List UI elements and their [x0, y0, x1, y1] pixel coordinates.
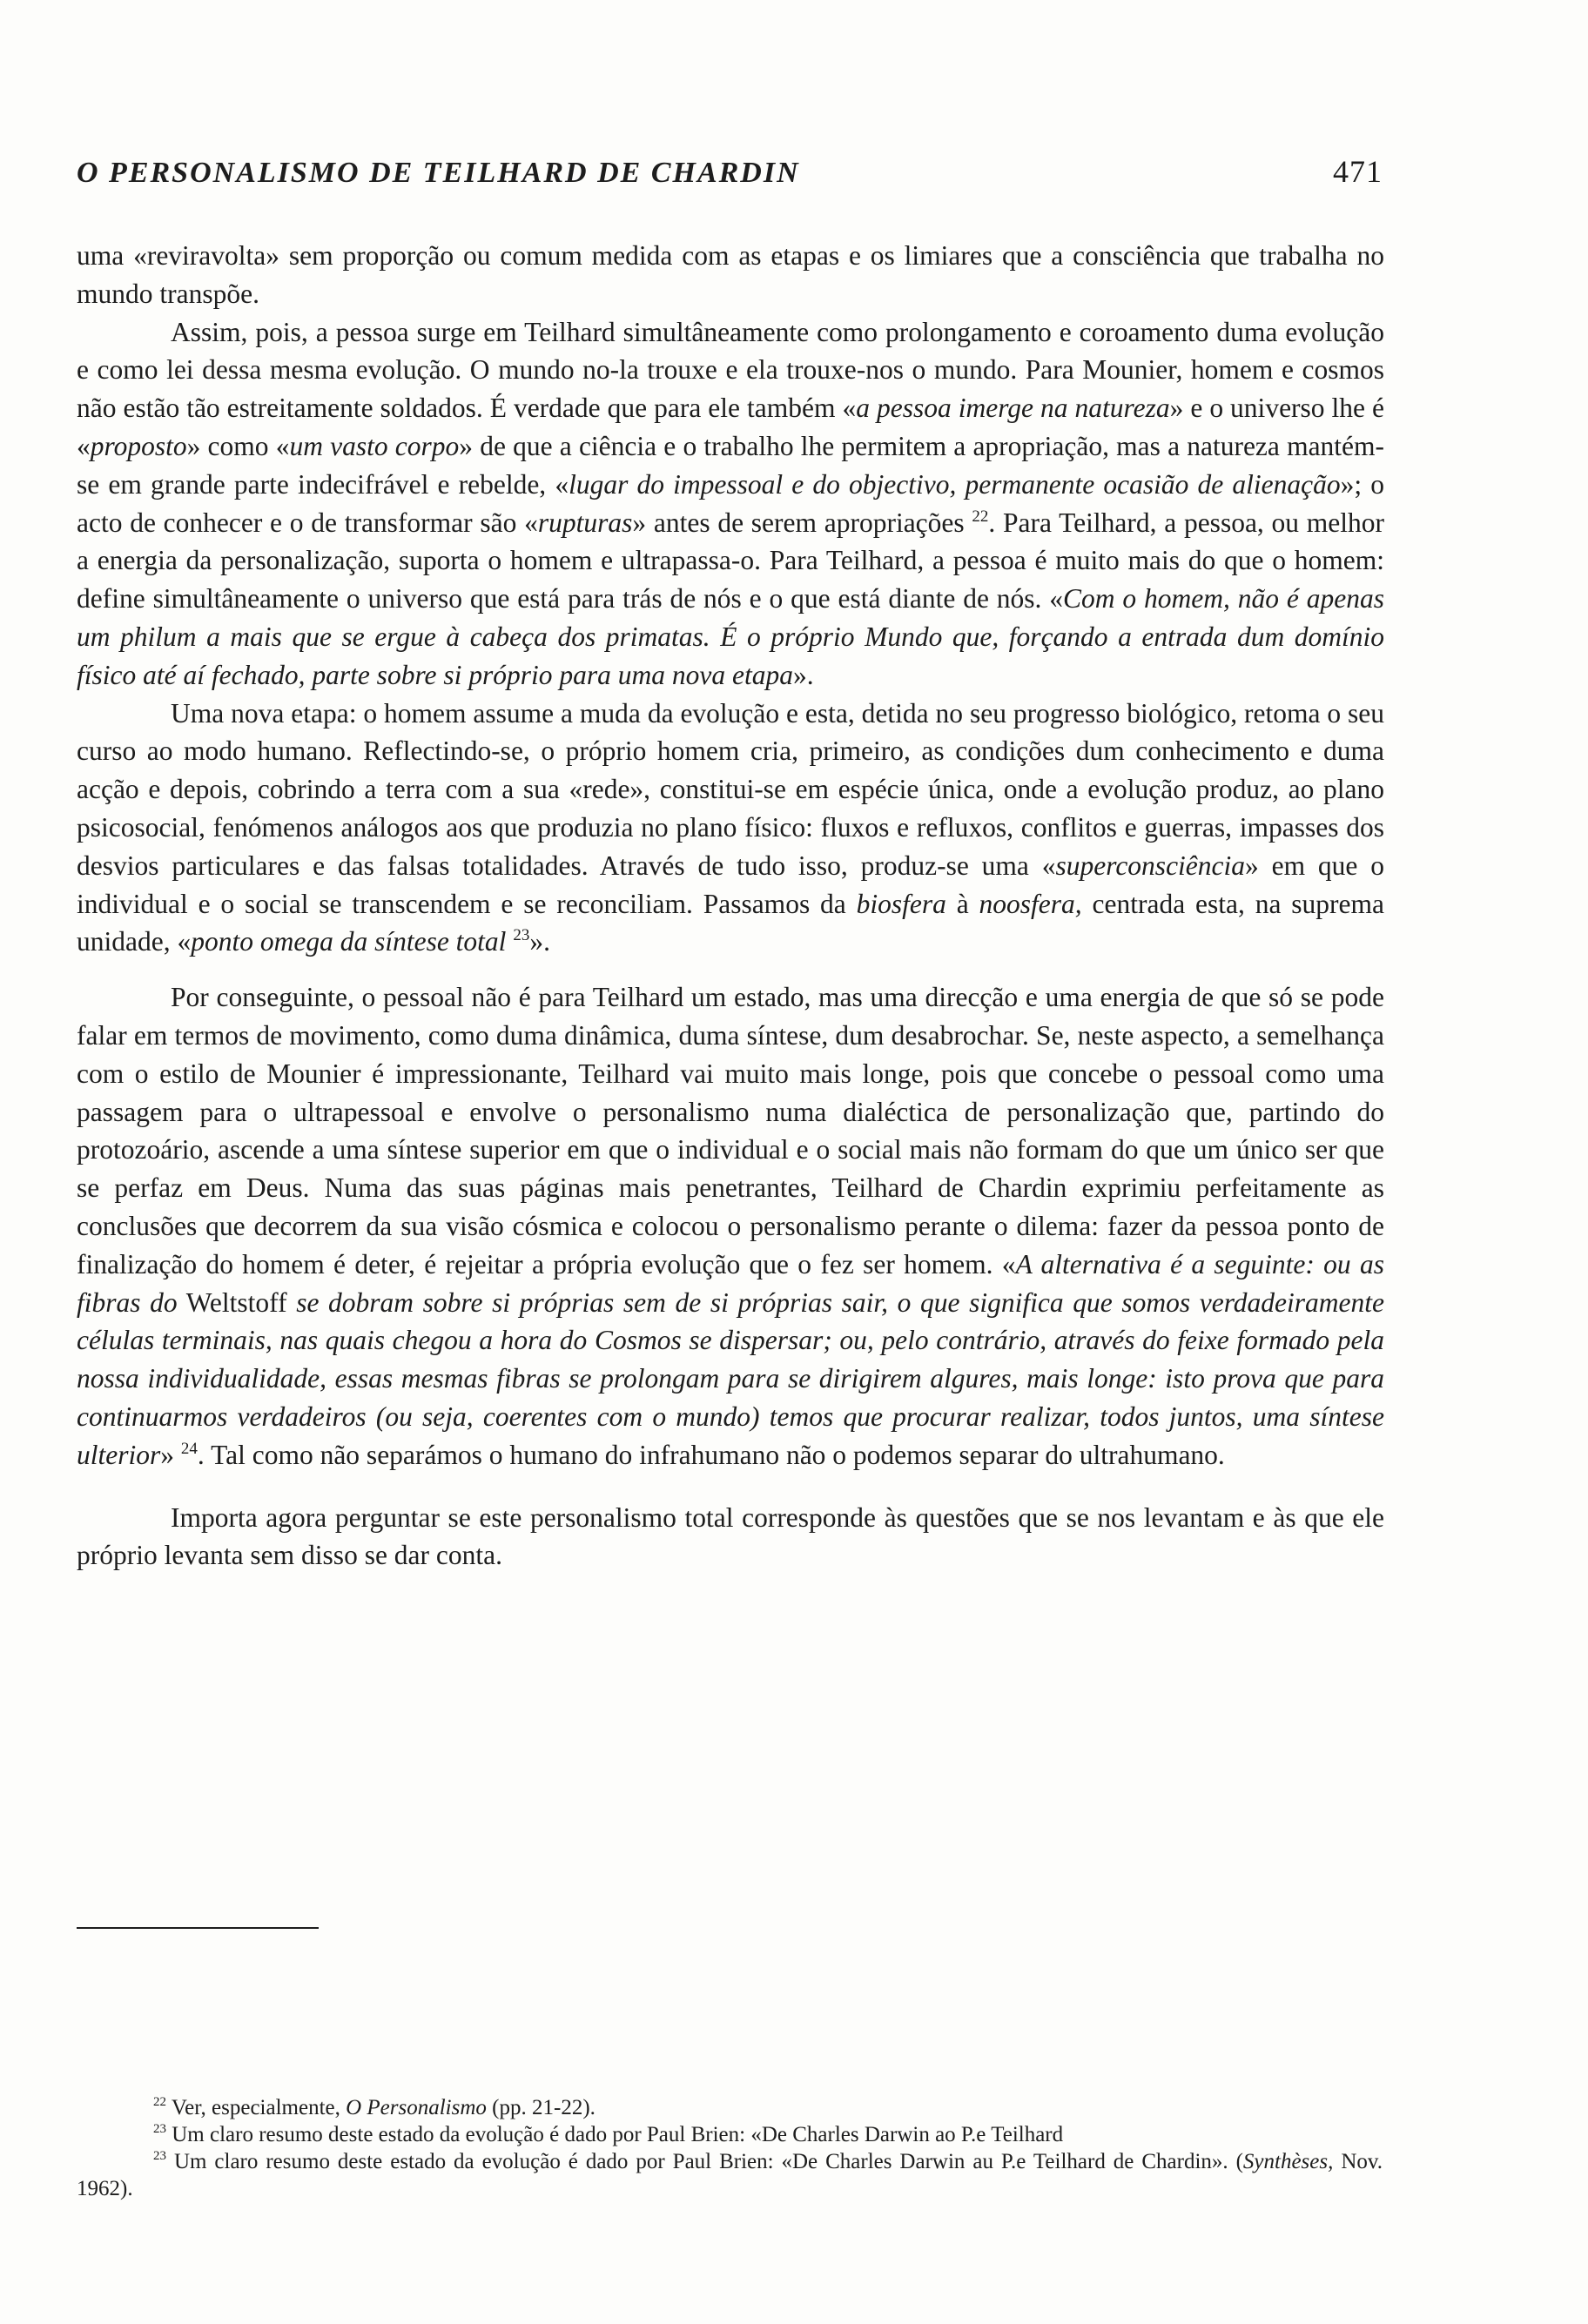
text-run: Assim, pois, a pessoa surge em Teilhard simultâneamente como prolongamento e coroamento duma evolução e como lei dessa mesma evolução. O mundo no-la trouxe e ela trouxe-nos o mundo. Para Mounier, homem e cosmos não estão tão estreitamente soldados. É verdade que para ele também «	[77, 316, 1384, 424]
footnote	[77, 2121, 1383, 2148]
term: noosfera,	[979, 888, 1082, 919]
footnotes	[77, 2094, 1383, 2202]
text-run: à	[945, 888, 979, 919]
quotation: superconsciência	[1055, 850, 1246, 881]
page-header	[77, 153, 1383, 190]
quotation: proposto	[90, 430, 187, 461]
body-text	[77, 237, 1384, 1575]
text-run: centrada esta, na suprema unidade, «	[77, 888, 1384, 957]
quotation: se dobram sobre si próprias sem de si próprias sair, o que significa que somos verdadeiramente células terminais, nas quais chegou a hora do Cosmos se dispersar; ou, pelo contrário, através do feixe formado pela nossa individualidade, essas mesmas fibras se prolongam para se dirigirem algures, mais longe: isto prova que para continuarmos verdadeiros (ou seja, coerentes com o mundo) temos que procurar realizar, todos juntos, uma síntese ulterior	[77, 1286, 1384, 1470]
text-run: » em que o individual e o social se transcendem e se reconciliam. Passamos da	[77, 850, 1384, 919]
footnote-text: Um claro resumo deste estado da evolução é dado por Paul Brien: «De Charles Darwin ao P.e Teilhard	[172, 2123, 1064, 2146]
text-run: »; o acto de conhecer e o de transformar são «	[77, 468, 1384, 538]
footnote-text: Ver, especialmente,	[171, 2096, 347, 2119]
footnote-number: 23	[153, 2149, 166, 2163]
footnote	[77, 2094, 1383, 2121]
running-title: O PERSONALISMO DE TEILHARD DE CHARDIN	[77, 157, 800, 189]
footnote-text: (pp. 21-22).	[486, 2096, 596, 2119]
paragraph	[77, 1499, 1384, 1575]
term: biosfera	[856, 888, 946, 919]
footnote-ref: 22	[972, 507, 989, 526]
page-number: 471	[1333, 154, 1383, 189]
text-run: . Tal como não separámos o humano do infrahumano não o podemos separar do ultrahumano.	[197, 1439, 1225, 1470]
book-title: O Personalismo	[346, 2096, 487, 2119]
text-run: » antes de serem apropriações	[632, 507, 972, 538]
text-run: » e o universo lhe é «	[77, 393, 1384, 461]
paragraph	[77, 978, 1384, 1474]
text-run: » de que a ciência e o trabalho lhe permitem a apropriação, mas a natureza mantém-se em grande parte indecifrável e rebelde, «	[77, 430, 1385, 500]
quotation: a pessoa imerge na natureza	[856, 393, 1170, 424]
journal-title: Synthèses,	[1242, 2150, 1334, 2173]
quotation: lugar do impessoal e do objectivo, permanente ocasião de alienação	[569, 468, 1341, 500]
footnote-number: 23	[153, 2122, 166, 2136]
paragraph	[77, 313, 1384, 695]
text-run: Importa agora perguntar se este personalismo total corresponde às questões que se nos levantam e às que ele próprio levanta sem disso se dar conta.	[77, 1501, 1384, 1571]
text-run: »	[160, 1439, 181, 1470]
paragraph	[77, 695, 1384, 962]
quotation: um vasto corpo	[289, 430, 460, 461]
quotation: rupturas	[537, 507, 633, 538]
quotation: ponto omega da síntese total	[191, 926, 507, 957]
footnote	[77, 2148, 1383, 2202]
quotation: Com o homem, não é apenas um philum a mais que se ergue à cabeça dos primatas. É o próprio Mundo que, forçando a entrada dum domínio físico até aí fechado, parte sobre si próprio para uma nova etapa	[77, 583, 1384, 690]
text-run: . Para Teilhard, a pessoa, ou melhor a energia da personalização, suporta o homem e ultrapassa-o. Para Teilhard, a pessoa é muito mais do que o homem: define simultâneamente o universo que está para trás de nós e o que está diante de nós. «	[77, 507, 1384, 615]
text-run: Uma nova etapa: o homem assume a muda da evolução e esta, detida no seu progresso biológico, retoma o seu curso ao modo humano. Reflectindo-se, o próprio homem cria, primeiro, as condições dum conhecimento e duma acção e depois, cobrindo a terra com a sua «rede», constitui-se em espécie única, onde a evolução produz, ao plano psicosocial, fenómenos análogos aos que produzia no plano físico: fluxos e refluxos, conflitos e guerras, impasses dos desvios particulares e das falsas totalidades. Através de tudo isso, produz-se uma «	[77, 697, 1384, 881]
text-run: ».	[793, 659, 814, 690]
footnote-ref: 24	[180, 1439, 198, 1458]
footnote-text: Nov. 1962).	[77, 2150, 1383, 2200]
text-run: » como «	[186, 430, 290, 461]
paragraph-continued	[77, 237, 1384, 313]
text-run: uma «reviravolta» sem proporção ou comum medida com as etapas e os limiares que a consciência que trabalha no mundo transpõe.	[77, 240, 1384, 309]
footnote-text: Um claro resumo deste estado da evolução é dado por Paul Brien: «De Charles Darwin au P.e Teilhard de Chardin». (	[173, 2150, 1243, 2173]
quotation: A alternativa é a seguinte: ou as fibras do	[77, 1248, 1384, 1318]
text-run: Weltstoff	[177, 1286, 297, 1318]
footnote-ref: 23	[513, 926, 530, 945]
footnote-number: 22	[153, 2095, 166, 2109]
text-run: Por conseguinte, o pessoal não é para Teilhard um estado, mas uma direcção e uma energia de que só se pode falar em termos de movimento, como duma dinâmica, duma síntese, dum desabrochar. Se, neste aspecto, a semelhança com o estilo de Mounier é impressionante, Teilhard vai muito mais longe, pois que concebe o pessoal como uma passagem para o ultrapessoal e envolve o personalismo numa dialéctica de personalização que, partindo do protozoário, ascende a uma síntese superior em que o individual e o social mais não formam do que um único ser que se perfaz em Deus. Numa das suas páginas mais penetrantes, Teilhard de Chardin exprimiu perfeitamente as conclusões que decorrem da sua visão cósmica e colocou o personalismo perante o dilema: fazer da pessoa ponto de finalização do homem é deter, é rejeitar a própria evolução que o fez ser homem. «	[77, 982, 1384, 1280]
text-run: ».	[529, 926, 550, 957]
footnote-separator	[77, 1927, 319, 1929]
